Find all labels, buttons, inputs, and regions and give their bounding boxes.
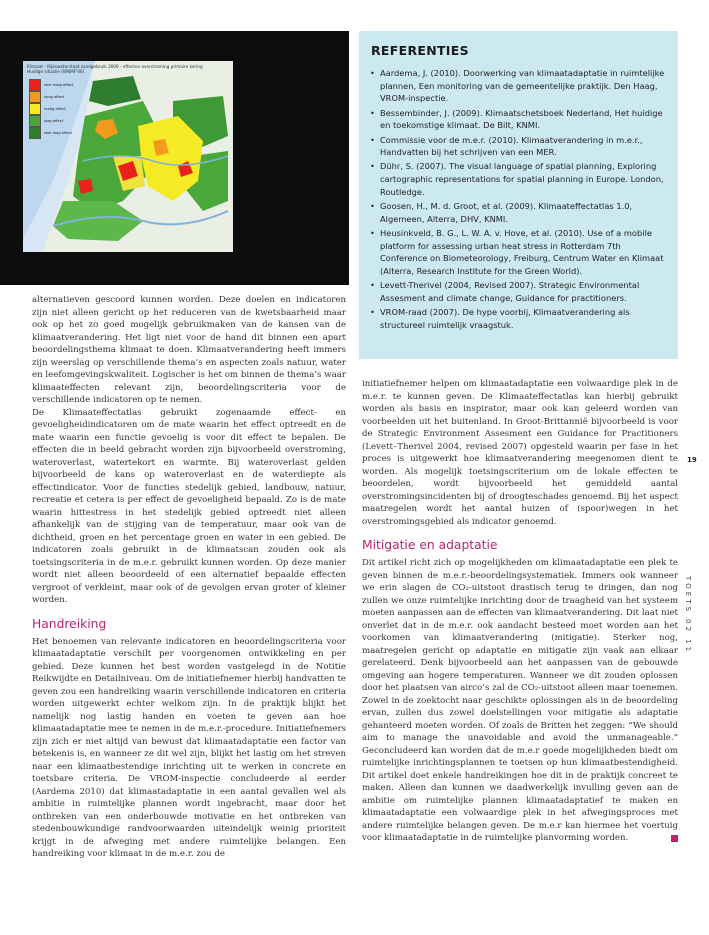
reference-item — [370, 107, 670, 132]
references-title: REFERENTIES — [371, 43, 469, 58]
bullet-icon: • — [370, 68, 375, 78]
reference-item — [370, 134, 670, 159]
legend-entry — [29, 91, 73, 103]
paragraph: Het benoemen van relevante indicatoren en beoordelingscriteria voor klimaatadaptatie verschilt per voorgenomen ontwikkeling en per gebied. Deze kunnen het best worden vastgelegd in de Notitie Reikwijdte en Detailniveau. Om de initiatiefnemer hierbij handvatten te geven zou een handreiking waarin verschillende indicatoren en criteria worden uitgewerkt echter welkom zijn. In de praktijk blijkt het namelijk nog lastig handen en voeten te geven aan hoe klimaatadaptatie mee te nemen in de m.e.r.-procedure. Initiatiefnemers zijn zich er niet altijd van bewust dat klimaatadaptatie een factor van betekenis is, en wanneer ze dit wel zijn, blijkt het lastig om het streven naar een klimaatbestendige inrichting uit te werken in concrete en toetsbare criteria. De VROM-inspectie concludeerde al eerder (Aardema 2010) dat klimaatadaptatie in een aantal gevallen wel als ambitie in ruimtelijke plannen wordt ingebracht, maar door het ontbreken van een onderbouwde motivatie en het ontbreken van stedenbouwkundige randvoorwaarden uiteindelijk weinig prioriteit krijgt in de afweging met andere ruimtelijke belangen. Een handreiking voor klimaat in de m.e.r. zou de — [32, 636, 346, 859]
reference-text: VROM-raad (2007). De hype voorbij, Klimaatverandering als structureel ruimtelijk vraagstuk. — [380, 307, 630, 330]
magazine-label: TOETS 02 11 — [684, 576, 692, 655]
reference-item — [370, 160, 670, 198]
reference-item — [370, 227, 670, 278]
map-header — [27, 64, 203, 74]
map-subtitle: Huidige situatie (WNMF'06) — [27, 69, 85, 74]
map-title: Klimaat - Rijkswaterstaat zandgebruik 2009 - effecten overstroming primaire kering — [27, 64, 203, 69]
bullet-icon: • — [370, 227, 375, 238]
bullet-icon: • — [370, 280, 375, 291]
references-box — [359, 31, 678, 359]
legend-swatch — [29, 91, 41, 103]
legend-entry — [29, 115, 73, 127]
reference-text: Aardema, J. (2010). Doorwerking van klimaatadaptatie in ruimtelijke plannen, Een monitoring van de gemeentelijke praktijk. Den Haag, VROM-inspectie. — [380, 68, 665, 104]
references-list — [370, 67, 670, 333]
reference-text: Bessembinder, J. (2009). Klimaatschetsboek Nederland, Het huidige en toekomstige klimaat. De Bilt, KNMI. — [380, 107, 663, 131]
legend-swatch — [29, 115, 41, 127]
reference-text: Commissie voor de m.e.r. (2010). Klimaatverandering in m.e.r., Handvatten bij het schrijven van een MER. — [380, 134, 643, 158]
reference-item — [370, 200, 670, 225]
legend-label: zeer laag effect — [44, 131, 73, 135]
reference-item — [370, 67, 670, 105]
figure-panel — [0, 31, 349, 285]
paragraph — [362, 557, 678, 845]
flood-effects-map — [23, 61, 233, 252]
legend-label: hoog effect — [44, 95, 65, 99]
section-heading-handreiking: Handreiking — [32, 616, 107, 631]
legend-entry — [29, 79, 73, 91]
legend-swatch — [29, 79, 41, 91]
section-heading-mitigatie: Mitigatie en adaptatie — [362, 538, 498, 552]
paragraph: De Klimaateffectatlas gebruikt zogenaamde effect- en gevoeligheidindicatoren om de mate waarin het effect optreedt en de mate waarin een functie gevoelig is voor dit effect te bepalen. De effecten die in beeld gebracht worden zijn bijvoorbeeld overstroming, wateroverlast, watertekort en warmte. Bij wateroverlast gelden bijvoorbeeld de kans op wateroverlast en de waterdiepte als effectindicator. Voor de functies stedelijk gebied, landbouw, natuur, recreatie et cetera is per effect de gevoeligheid bepaald. Zo is de mate waarin hittestress in het stedelijk gebied optreedt niet alleen afhankelijk van de stijging van de temperatuur, maar ook van de dichtheid, groen en het percentage groen en water in een gebied. De indicatoren zoals gebruikt in de klimaatscan zouden ook als toetsingscriteria in de m.e.r. gebruikt kunnen worden. Op deze manier wordt niet alleen beoordeeld of een alternatief bepaalde effecten vergroot of verkleint, maar ook of de gevolgen ervan groter of kleiner worden. — [32, 407, 346, 605]
bullet-icon: • — [370, 107, 375, 118]
legend-swatch — [29, 127, 41, 139]
map-legend — [29, 79, 73, 139]
legend-label: laag effect — [44, 119, 64, 123]
end-of-article-marker — [671, 835, 678, 842]
left-column — [32, 294, 346, 861]
bullet-icon: • — [370, 161, 375, 172]
legend-entry — [29, 103, 73, 115]
reference-text: Dühr, S. (2007). The visual language of spatial planning, Exploring cartographic representations for spatial planning in Europe. London, Routledge. — [380, 161, 664, 197]
reference-item — [370, 306, 670, 331]
legend-label: zeer hoog effect — [44, 83, 74, 87]
paragraph-text: Dit artikel richt zich op mogelijkheden om klimaatadaptatie een plek te geven binnen de m.e.r.-beoordelingsystematiek. Immers ook wanneer we erin slagen de CO₂-uitstoot drastisch terug te dringen, dan nog zullen we onze ruimtelijke inrichting door de traagheid van het systeem moeten aanpassen aan de effecten van klimaatverandering. Dit laat niet onverlet dat in de m.e.r. ook aandacht besteed moet worden aan het voorkomen van klimaatverandering (mitigatie). Sterker nog, maatregelen gericht op adaptatie en mitigatie zijn vaak aan elkaar gerelateerd. Denk bijvoorbeeld aan het aanpassen van de gebouwde omgeving aan hogere temperaturen. Wanneer we dit zouden oplossen door het plaatsen van airco’s zal de CO₂-uitstoot alleen maar toenemen. Zowel in de zoektocht naar geschikte oplossingen als in de beoordeling ervan, zullen dus zowel doelstellingen voor mitigatie als adaptatie gehanteerd moeten worden. Of zoals de Britten het zeggen: “We should aim to manage the unavoidable and avoid the unmanageable.” Geconcludeerd kan worden dat de m.e.r goede mogelijkheden biedt om ruimtelijke inrichtingsplannen te toetsen op hun klimaatbestendigheid. Dit artikel doet enkele handreikingen hoe dit in de praktijk concreet te maken. Alleen dan kunnen we daadwerkelijk invulling geven aan de ambitie om ruimtelijke plannen klimaatadaptatief te maken en klimaatadaptatie een volwaardige plek in het afwegingsproces met andere ruimtelijke belangen geven. De m.e.r kan hiermee het voertuig voor klimaatadaptatie in de ruimtelijke planvorming worden. — [362, 558, 678, 843]
right-column — [362, 378, 678, 845]
bullet-icon: • — [370, 307, 375, 318]
reference-text: Heusinkveld, B. G., L. W. A. v. Hove, et al. (2010). Use of a mobile platform for assessing urban heat stress in Rotterdam 7th Conference on Biometeorology, Freiburg, Centrum Water en Klimaat (Alterra, Research Institute for the Green World). — [380, 227, 664, 277]
paragraph: alternatieven gescoord kunnen worden. Deze doelen en indicatoren zijn niet alleen gericht op het reduceren van de kwetsbaarheid maar ook op het zo goed mogelijk gebruikmaken van de kansen van de klimaatverandering. Het ligt niet voor de hand dit binnen een apart beoordelingsthema klimaat te doen. Klimaatverandering heeft immers zijn weerslag op verschillende thema’s en aspecten zoals natuur, water en leefomgevingskwaliteit. Logischer is het om binnen de thema’s waar klimaateffecten relevant zijn, beoordelingscriteria voor de verschillende indicatoren op te nemen. — [32, 295, 346, 405]
page-number: 19 — [687, 456, 697, 464]
legend-swatch — [29, 103, 41, 115]
bullet-icon: • — [370, 201, 375, 212]
legend-label: matig effect — [44, 107, 66, 111]
bullet-icon: • — [370, 134, 375, 145]
legend-entry — [29, 127, 73, 139]
reference-text: Goosen, H., M. d. Groot, et al. (2009). Klimaateffectatlas 1.0, Algemeen, Alterra, DHV, KNMI. — [380, 201, 633, 224]
reference-item — [370, 279, 670, 304]
reference-text: Levett-Therivel (2004, Revised 2007). Strategic Environmental Assesment and climate change, Guidance for practitioners. — [380, 280, 640, 303]
paragraph: initiatiefnemer helpen om klimaatadaptatie een volwaardige plek in de m.e.r. te kunnen geven. De Klimaateffectatlas kan hierbij gebruikt worden als basis en inspirator, maar ook kan geleerd worden van voorbeelden uit het buitenland. In Groot-Brittannië bijvoorbeeld is voor de Strategic Environment Assesment een Guidance for Practitioners (Levett–Therivel 2004, revised 2007) opgesteld waarin per fase in het proces is uitgewerkt hoe klimaatverandering meegenomen dient te worden. Als mogelijk toetsingscriterium om de lokale effecten te beoordelen, wordt bijvoorbeeld het gemiddeld aantal overstromingsincidenten bij of droogteschades genoemd. Bij het aspect maatregelen wordt het aantal huizen of (spoor)wegen in het overstromingsgebied als indicator genoemd. — [362, 379, 678, 527]
